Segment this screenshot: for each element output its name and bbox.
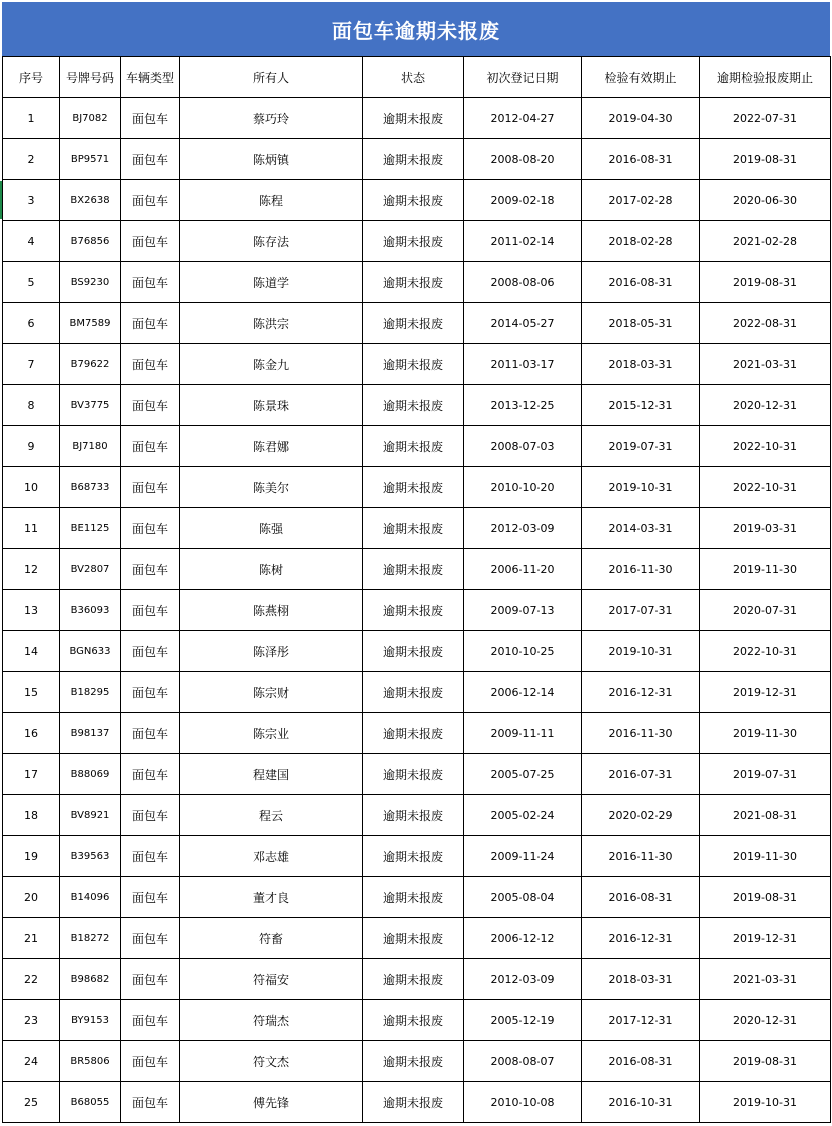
cell-scrap-deadline[interactable]: 2020-12-31 [700, 1000, 831, 1041]
cell-first-reg-date[interactable]: 2012-03-09 [464, 959, 582, 1000]
table-row [3, 549, 831, 590]
cell-seq[interactable]: 19 [3, 836, 60, 877]
cell-owner[interactable]: 陈程 [180, 180, 363, 221]
cell-type[interactable]: 面包车 [121, 426, 180, 467]
cell-seq[interactable]: 20 [3, 877, 60, 918]
cell-owner[interactable]: 程建国 [180, 754, 363, 795]
cell-plate[interactable]: BJ7082 [60, 98, 121, 139]
table-row [3, 221, 831, 262]
cell-owner[interactable]: 董才良 [180, 877, 363, 918]
cell-type[interactable]: 面包车 [121, 631, 180, 672]
cell-type[interactable]: 面包车 [121, 672, 180, 713]
table-row [3, 467, 831, 508]
cell-status[interactable]: 逾期未报废 [363, 631, 464, 672]
column-header-plate[interactable]: 号牌号码 [60, 57, 121, 98]
cell-owner[interactable]: 陈景珠 [180, 385, 363, 426]
cell-seq[interactable]: 8 [3, 385, 60, 426]
cell-first-reg-date[interactable]: 2011-03-17 [464, 344, 582, 385]
cell-inspection-valid-until[interactable]: 2016-08-31 [582, 1041, 700, 1082]
cell-status[interactable]: 逾期未报废 [363, 303, 464, 344]
cell-scrap-deadline[interactable]: 2020-06-30 [700, 180, 831, 221]
cell-status[interactable]: 逾期未报废 [363, 508, 464, 549]
table-body [3, 98, 831, 1123]
cell-seq[interactable]: 18 [3, 795, 60, 836]
cell-plate[interactable]: B68055 [60, 1082, 121, 1123]
cell-inspection-valid-until[interactable]: 2018-02-28 [582, 221, 700, 262]
table-row [3, 426, 831, 467]
table-row [3, 918, 831, 959]
cell-type[interactable]: 面包车 [121, 754, 180, 795]
cell-type[interactable]: 面包车 [121, 795, 180, 836]
cell-inspection-valid-until[interactable]: 2016-08-31 [582, 877, 700, 918]
cell-plate[interactable]: BP9571 [60, 139, 121, 180]
cell-inspection-valid-until[interactable]: 2019-10-31 [582, 467, 700, 508]
cell-type[interactable]: 面包车 [121, 508, 180, 549]
cell-seq[interactable]: 15 [3, 672, 60, 713]
cell-owner[interactable]: 傅先锋 [180, 1082, 363, 1123]
table-row [3, 139, 831, 180]
cell-seq[interactable]: 3 [3, 180, 60, 221]
cell-scrap-deadline[interactable]: 2019-08-31 [700, 139, 831, 180]
cell-first-reg-date[interactable]: 2009-02-18 [464, 180, 582, 221]
cell-owner[interactable]: 陈泽彤 [180, 631, 363, 672]
cell-seq[interactable]: 1 [3, 98, 60, 139]
cell-type[interactable]: 面包车 [121, 918, 180, 959]
column-header-owner[interactable]: 所有人 [180, 57, 363, 98]
cell-status[interactable]: 逾期未报废 [363, 98, 464, 139]
cell-scrap-deadline[interactable]: 2020-07-31 [700, 590, 831, 631]
sheet-title: 面包车逾期未报废 [2, 2, 830, 57]
cell-type[interactable]: 面包车 [121, 836, 180, 877]
cell-type[interactable]: 面包车 [121, 1000, 180, 1041]
cell-owner[interactable]: 陈树 [180, 549, 363, 590]
cell-status[interactable]: 逾期未报废 [363, 549, 464, 590]
cell-owner[interactable]: 蔡巧玲 [180, 98, 363, 139]
table-row [3, 262, 831, 303]
cell-owner[interactable]: 陈金九 [180, 344, 363, 385]
cell-first-reg-date[interactable]: 2010-10-08 [464, 1082, 582, 1123]
cell-owner[interactable]: 陈燕栩 [180, 590, 363, 631]
cell-type[interactable]: 面包车 [121, 877, 180, 918]
cell-status[interactable]: 逾期未报废 [363, 262, 464, 303]
cell-plate[interactable]: B88069 [60, 754, 121, 795]
cell-scrap-deadline[interactable]: 2022-10-31 [700, 426, 831, 467]
cell-owner[interactable]: 陈宗业 [180, 713, 363, 754]
cell-type[interactable]: 面包车 [121, 98, 180, 139]
column-header-scrap-deadline[interactable]: 逾期检验报废期止 [700, 57, 831, 98]
cell-scrap-deadline[interactable]: 2022-07-31 [700, 98, 831, 139]
cell-type[interactable]: 面包车 [121, 344, 180, 385]
cell-scrap-deadline[interactable]: 2019-08-31 [700, 262, 831, 303]
cell-inspection-valid-until[interactable]: 2018-05-31 [582, 303, 700, 344]
cell-inspection-valid-until[interactable]: 2017-07-31 [582, 590, 700, 631]
cell-seq[interactable]: 5 [3, 262, 60, 303]
cell-seq[interactable]: 9 [3, 426, 60, 467]
cell-type[interactable]: 面包车 [121, 590, 180, 631]
cell-first-reg-date[interactable]: 2010-10-25 [464, 631, 582, 672]
cell-first-reg-date[interactable]: 2009-11-11 [464, 713, 582, 754]
cell-seq[interactable]: 23 [3, 1000, 60, 1041]
cell-status[interactable]: 逾期未报废 [363, 836, 464, 877]
table-row [3, 1041, 831, 1082]
cell-status[interactable]: 逾期未报废 [363, 713, 464, 754]
cell-type[interactable]: 面包车 [121, 303, 180, 344]
cell-plate[interactable]: BV3775 [60, 385, 121, 426]
cell-owner[interactable]: 邓志雄 [180, 836, 363, 877]
cell-status[interactable]: 逾期未报废 [363, 1000, 464, 1041]
cell-owner[interactable]: 陈洪宗 [180, 303, 363, 344]
cell-scrap-deadline[interactable]: 2019-07-31 [700, 754, 831, 795]
cell-owner[interactable]: 陈强 [180, 508, 363, 549]
table-row [3, 959, 831, 1000]
table-row [3, 795, 831, 836]
cell-plate[interactable]: B98682 [60, 959, 121, 1000]
cell-owner[interactable]: 程云 [180, 795, 363, 836]
cell-scrap-deadline[interactable]: 2019-08-31 [700, 1041, 831, 1082]
cell-type[interactable]: 面包车 [121, 180, 180, 221]
cell-scrap-deadline[interactable]: 2019-12-31 [700, 672, 831, 713]
cell-owner[interactable]: 陈宗财 [180, 672, 363, 713]
column-header-inspection-valid-until[interactable]: 检验有效期止 [582, 57, 700, 98]
column-header-first-reg-date[interactable]: 初次登记日期 [464, 57, 582, 98]
cell-scrap-deadline[interactable]: 2019-10-31 [700, 1082, 831, 1123]
cell-plate[interactable]: BM7589 [60, 303, 121, 344]
cell-first-reg-date[interactable]: 2006-12-14 [464, 672, 582, 713]
cell-inspection-valid-until[interactable]: 2018-03-31 [582, 344, 700, 385]
cell-seq[interactable]: 22 [3, 959, 60, 1000]
cell-scrap-deadline[interactable]: 2021-03-31 [700, 959, 831, 1000]
cell-inspection-valid-until[interactable]: 2020-02-29 [582, 795, 700, 836]
cell-inspection-valid-until[interactable]: 2017-02-28 [582, 180, 700, 221]
cell-status[interactable]: 逾期未报废 [363, 221, 464, 262]
vehicle-table [2, 56, 831, 1123]
cell-seq[interactable]: 16 [3, 713, 60, 754]
cell-scrap-deadline[interactable]: 2019-08-31 [700, 877, 831, 918]
cell-plate[interactable]: B39563 [60, 836, 121, 877]
cell-owner[interactable]: 符瑞杰 [180, 1000, 363, 1041]
table-row [3, 672, 831, 713]
cell-plate[interactable]: BJ7180 [60, 426, 121, 467]
table-row [3, 303, 831, 344]
cell-status[interactable]: 逾期未报废 [363, 139, 464, 180]
table-row [3, 344, 831, 385]
cell-scrap-deadline[interactable]: 2019-11-30 [700, 549, 831, 590]
table-row [3, 590, 831, 631]
table-row [3, 754, 831, 795]
cell-plate[interactable]: BY9153 [60, 1000, 121, 1041]
cell-plate[interactable]: B36093 [60, 590, 121, 631]
cell-owner[interactable]: 陈君娜 [180, 426, 363, 467]
cell-plate[interactable]: BS9230 [60, 262, 121, 303]
cell-type[interactable]: 面包车 [121, 262, 180, 303]
cell-type[interactable]: 面包车 [121, 713, 180, 754]
cell-scrap-deadline[interactable]: 2020-12-31 [700, 385, 831, 426]
cell-status[interactable]: 逾期未报废 [363, 1041, 464, 1082]
cell-inspection-valid-until[interactable]: 2014-03-31 [582, 508, 700, 549]
cell-seq[interactable]: 25 [3, 1082, 60, 1123]
cell-plate[interactable]: B76856 [60, 221, 121, 262]
cell-first-reg-date[interactable]: 2011-02-14 [464, 221, 582, 262]
header-row [3, 57, 831, 98]
cell-scrap-deadline[interactable]: 2019-03-31 [700, 508, 831, 549]
cell-owner[interactable]: 符福安 [180, 959, 363, 1000]
cell-first-reg-date[interactable]: 2009-11-24 [464, 836, 582, 877]
cell-first-reg-date[interactable]: 2009-07-13 [464, 590, 582, 631]
cell-inspection-valid-until[interactable]: 2018-03-31 [582, 959, 700, 1000]
cell-first-reg-date[interactable]: 2006-12-12 [464, 918, 582, 959]
cell-plate[interactable]: B79622 [60, 344, 121, 385]
cell-type[interactable]: 面包车 [121, 1041, 180, 1082]
cell-first-reg-date[interactable]: 2008-08-20 [464, 139, 582, 180]
cell-inspection-valid-until[interactable]: 2016-08-31 [582, 262, 700, 303]
cell-type[interactable]: 面包车 [121, 1082, 180, 1123]
table-row [3, 713, 831, 754]
cell-status[interactable]: 逾期未报废 [363, 877, 464, 918]
cell-owner[interactable]: 符畜 [180, 918, 363, 959]
cell-status[interactable]: 逾期未报废 [363, 467, 464, 508]
cell-scrap-deadline[interactable]: 2019-11-30 [700, 713, 831, 754]
cell-owner[interactable]: 陈道学 [180, 262, 363, 303]
cell-first-reg-date[interactable]: 2005-08-04 [464, 877, 582, 918]
column-header-type[interactable]: 车辆类型 [121, 57, 180, 98]
cell-inspection-valid-until[interactable]: 2019-10-31 [582, 631, 700, 672]
cell-status[interactable]: 逾期未报废 [363, 426, 464, 467]
cell-scrap-deadline[interactable]: 2019-12-31 [700, 918, 831, 959]
cell-owner[interactable]: 符文杰 [180, 1041, 363, 1082]
cell-seq[interactable]: 10 [3, 467, 60, 508]
cell-first-reg-date[interactable]: 2012-03-09 [464, 508, 582, 549]
cell-status[interactable]: 逾期未报废 [363, 385, 464, 426]
cell-type[interactable]: 面包车 [121, 221, 180, 262]
cell-scrap-deadline[interactable]: 2021-03-31 [700, 344, 831, 385]
cell-first-reg-date[interactable]: 2012-04-27 [464, 98, 582, 139]
cell-seq[interactable]: 14 [3, 631, 60, 672]
cell-scrap-deadline[interactable]: 2021-08-31 [700, 795, 831, 836]
cell-first-reg-date[interactable]: 2005-12-19 [464, 1000, 582, 1041]
table-row [3, 385, 831, 426]
cell-inspection-valid-until[interactable]: 2016-12-31 [582, 672, 700, 713]
cell-scrap-deadline[interactable]: 2022-08-31 [700, 303, 831, 344]
cell-status[interactable]: 逾期未报废 [363, 959, 464, 1000]
cell-first-reg-date[interactable]: 2010-10-20 [464, 467, 582, 508]
cell-seq[interactable]: 4 [3, 221, 60, 262]
cell-plate[interactable]: BV2807 [60, 549, 121, 590]
cell-inspection-valid-until[interactable]: 2016-11-30 [582, 836, 700, 877]
cell-owner[interactable]: 陈炳镇 [180, 139, 363, 180]
cell-inspection-valid-until[interactable]: 2016-07-31 [582, 754, 700, 795]
cell-plate[interactable]: B14096 [60, 877, 121, 918]
cell-first-reg-date[interactable]: 2008-08-07 [464, 1041, 582, 1082]
table-row [3, 180, 831, 221]
cell-seq[interactable]: 12 [3, 549, 60, 590]
cell-inspection-valid-until[interactable]: 2015-12-31 [582, 385, 700, 426]
cell-seq[interactable]: 2 [3, 139, 60, 180]
cell-scrap-deadline[interactable]: 2019-11-30 [700, 836, 831, 877]
cell-status[interactable]: 逾期未报废 [363, 590, 464, 631]
cell-type[interactable]: 面包车 [121, 385, 180, 426]
cell-seq[interactable]: 17 [3, 754, 60, 795]
column-header-seq[interactable]: 序号 [3, 57, 60, 98]
cell-inspection-valid-until[interactable]: 2016-08-31 [582, 139, 700, 180]
table-row [3, 98, 831, 139]
cell-inspection-valid-until[interactable]: 2016-11-30 [582, 549, 700, 590]
cell-status[interactable]: 逾期未报废 [363, 344, 464, 385]
cell-owner[interactable]: 陈美尔 [180, 467, 363, 508]
cell-status[interactable]: 逾期未报废 [363, 795, 464, 836]
cell-inspection-valid-until[interactable]: 2019-04-30 [582, 98, 700, 139]
cell-owner[interactable]: 陈存法 [180, 221, 363, 262]
cell-seq[interactable]: 21 [3, 918, 60, 959]
cell-status[interactable]: 逾期未报废 [363, 672, 464, 713]
cell-seq[interactable]: 24 [3, 1041, 60, 1082]
cell-plate[interactable]: BV8921 [60, 795, 121, 836]
cell-first-reg-date[interactable]: 2008-08-06 [464, 262, 582, 303]
cell-plate[interactable]: B18272 [60, 918, 121, 959]
table-row [3, 508, 831, 549]
cell-type[interactable]: 面包车 [121, 549, 180, 590]
cell-type[interactable]: 面包车 [121, 467, 180, 508]
cell-first-reg-date[interactable]: 2005-02-24 [464, 795, 582, 836]
cell-status[interactable]: 逾期未报废 [363, 754, 464, 795]
cell-seq[interactable]: 11 [3, 508, 60, 549]
table-row [3, 631, 831, 672]
cell-seq[interactable]: 7 [3, 344, 60, 385]
cell-type[interactable]: 面包车 [121, 959, 180, 1000]
cell-status[interactable]: 逾期未报废 [363, 918, 464, 959]
cell-inspection-valid-until[interactable]: 2016-11-30 [582, 713, 700, 754]
cell-inspection-valid-until[interactable]: 2016-10-31 [582, 1082, 700, 1123]
cell-first-reg-date[interactable]: 2014-05-27 [464, 303, 582, 344]
table-row [3, 1082, 831, 1123]
cell-plate[interactable]: BX2638 [60, 180, 121, 221]
table-row [3, 1000, 831, 1041]
cell-seq[interactable]: 13 [3, 590, 60, 631]
cell-type[interactable]: 面包车 [121, 139, 180, 180]
cell-first-reg-date[interactable]: 2013-12-25 [464, 385, 582, 426]
cell-scrap-deadline[interactable]: 2022-10-31 [700, 631, 831, 672]
cell-status[interactable]: 逾期未报废 [363, 180, 464, 221]
cell-plate[interactable]: B98137 [60, 713, 121, 754]
cell-seq[interactable]: 6 [3, 303, 60, 344]
column-header-status[interactable]: 状态 [363, 57, 464, 98]
cell-first-reg-date[interactable]: 2005-07-25 [464, 754, 582, 795]
cell-first-reg-date[interactable]: 2008-07-03 [464, 426, 582, 467]
cell-plate[interactable]: B18295 [60, 672, 121, 713]
cell-plate[interactable]: BGN633 [60, 631, 121, 672]
cell-status[interactable]: 逾期未报废 [363, 1082, 464, 1123]
cell-plate[interactable]: B68733 [60, 467, 121, 508]
table-row [3, 836, 831, 877]
table-row [3, 877, 831, 918]
cell-scrap-deadline[interactable]: 2022-10-31 [700, 467, 831, 508]
cell-scrap-deadline[interactable]: 2021-02-28 [700, 221, 831, 262]
cell-plate[interactable]: BE1125 [60, 508, 121, 549]
cell-inspection-valid-until[interactable]: 2016-12-31 [582, 918, 700, 959]
cell-inspection-valid-until[interactable]: 2017-12-31 [582, 1000, 700, 1041]
cell-inspection-valid-until[interactable]: 2019-07-31 [582, 426, 700, 467]
cell-plate[interactable]: BR5806 [60, 1041, 121, 1082]
cell-first-reg-date[interactable]: 2006-11-20 [464, 549, 582, 590]
